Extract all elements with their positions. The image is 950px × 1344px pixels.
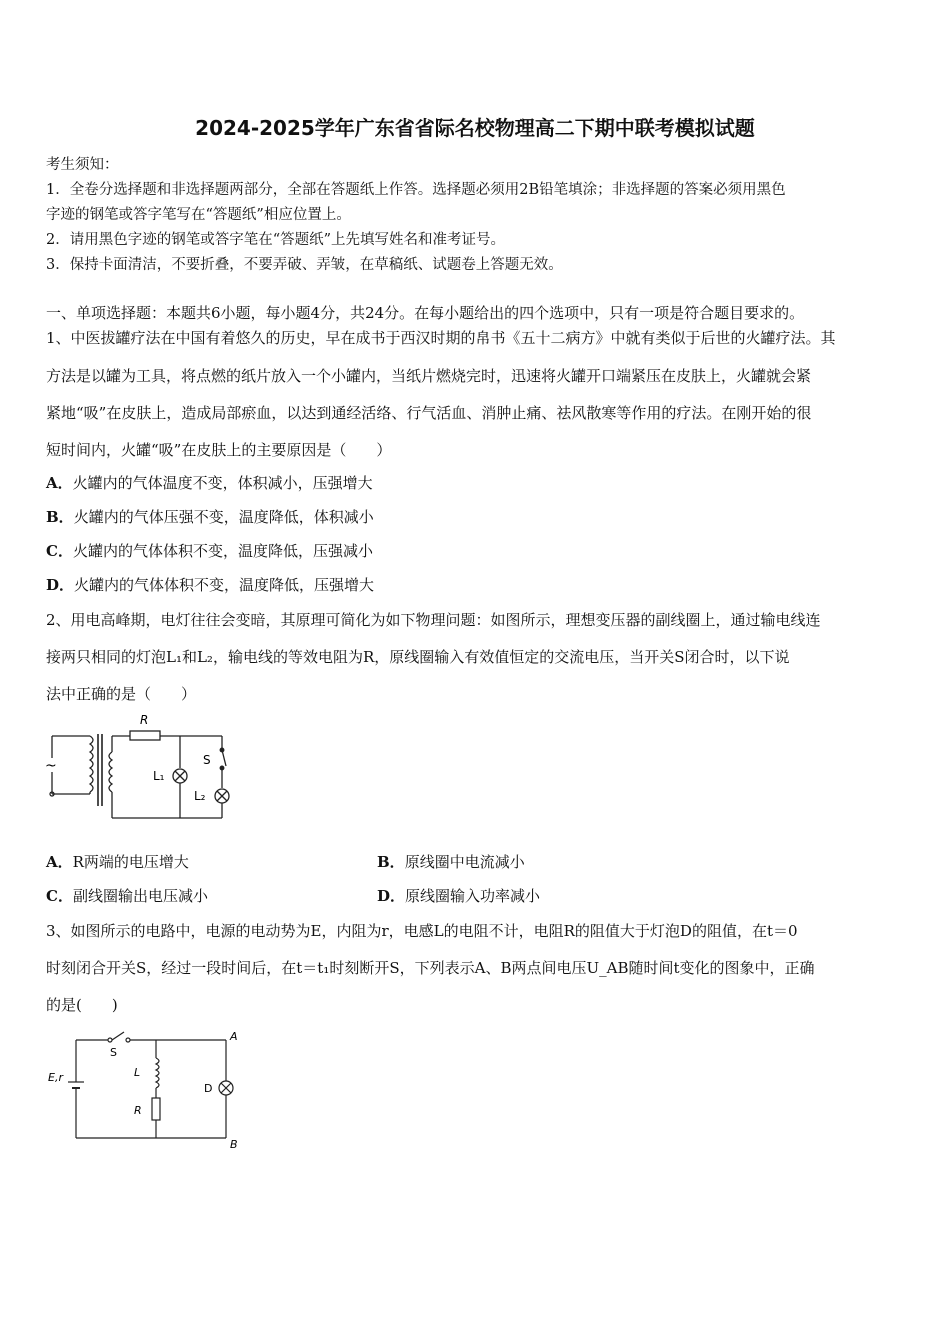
q3-stem-line: 时刻闭合开关S，经过一段时间后，在t＝t₁时刻断开S，下列表示A、B两点间电压U_AB随时间t变化的图象中，正确	[46, 959, 815, 977]
q1-option-b[interactable]: B．火罐内的气体压强不变，温度降低，体积减小	[46, 508, 374, 526]
q1-stem-line: 短时间内，火罐“吸”在皮肤上的主要原因是（ ）	[46, 441, 392, 459]
q1-stem-line: 1、中医拔罐疗法在中国有着悠久的历史，早在成书于西汉时期的帛书《五十二病方》中就有类似于后世的火罐疗法。其	[46, 329, 836, 347]
section-heading: 一、单项选择题：本题共6小题，每小题4分，共24分。在每小题给出的四个选项中，只有一项是符合题目要求的。	[46, 304, 805, 322]
resistor-label: R	[134, 1104, 142, 1117]
point-a-label: A	[230, 1030, 238, 1043]
notice-line: 2．请用黑色字迹的钢笔或答字笔在“答题纸”上先填写姓名和准考证号。	[46, 232, 506, 248]
q2-option-d[interactable]: D．原线圈输入功率减小	[377, 887, 541, 905]
q2-circuit-figure	[40, 708, 240, 828]
q2-stem-line: 2、用电高峰期，电灯往往会变暗，其原理可简化为如下物理问题：如图所示，理想变压器的副线圈上，通过输电线连	[46, 611, 821, 629]
switch-label: S	[203, 753, 211, 767]
switch-label: S	[110, 1046, 117, 1059]
point-b-label: B	[230, 1138, 238, 1151]
resistor-label: R	[140, 713, 149, 727]
q3-circuit-figure	[44, 1026, 244, 1156]
notice-line: 1．全卷分选择题和非选择题两部分，全部在答题纸上作答。选择题必须用2B铅笔填涂；非选择题的答案必须用黑色	[46, 182, 786, 198]
ac-source-label: ~	[45, 758, 57, 774]
q1-stem-line: 紧地“吸”在皮肤上，造成局部瘀血，以达到通经活络、行气活血、消肿止痛、祛风散寒等作用的疗法。在刚开始的很	[46, 404, 812, 422]
notice-heading: 考生须知：	[46, 157, 119, 173]
q2-option-b[interactable]: B．原线圈中电流减小	[377, 853, 525, 871]
q1-option-d[interactable]: D．火罐内的气体体积不变，温度降低，压强增大	[46, 576, 375, 594]
inductor-label: L	[134, 1066, 141, 1079]
q1-option-a[interactable]: A．火罐内的气体温度不变，体积减小，压强增大	[46, 474, 373, 492]
page-title: 2024-2025学年广东省省际名校物理高二下期中联考模拟试题	[195, 116, 755, 140]
notice-line: 3．保持卡面清洁，不要折叠，不要弄破、弄皱，在草稿纸、试题卷上答题无效。	[46, 257, 563, 273]
source-label: E,r	[48, 1071, 63, 1084]
q2-stem-line: 接两只相同的灯泡L₁和L₂，输电线的等效电阻为R，原线圈输入有效值恒定的交流电压，当开关S闭合时，以下说	[46, 648, 790, 666]
q3-stem-line: 3、如图所示的电路中，电源的电动势为E，内阻为r，电感L的电阻不计，电阻R的阻值大于灯泡D的阻值，在t＝0	[46, 922, 798, 940]
notice-line: 字迹的钢笔或答字笔写在“答题纸”相应位置上。	[46, 207, 351, 223]
lamp-label: D	[204, 1082, 213, 1095]
lamp1-label: L₁	[153, 769, 165, 783]
q2-option-a[interactable]: A．R两端的电压增大	[46, 853, 189, 871]
q1-option-c[interactable]: C．火罐内的气体体积不变，温度降低，压强减小	[46, 542, 373, 560]
q3-stem-line: 的是( )	[46, 996, 118, 1014]
q2-stem-line: 法中正确的是（ ）	[46, 685, 197, 703]
lamp2-label: L₂	[194, 789, 206, 803]
q1-stem-line: 方法是以罐为工具，将点燃的纸片放入一个小罐内，当纸片燃烧完时，迅速将火罐开口端紧压在皮肤上，火罐就会紧	[46, 367, 812, 385]
q2-option-c[interactable]: C．副线圈输出电压减小	[46, 887, 208, 905]
